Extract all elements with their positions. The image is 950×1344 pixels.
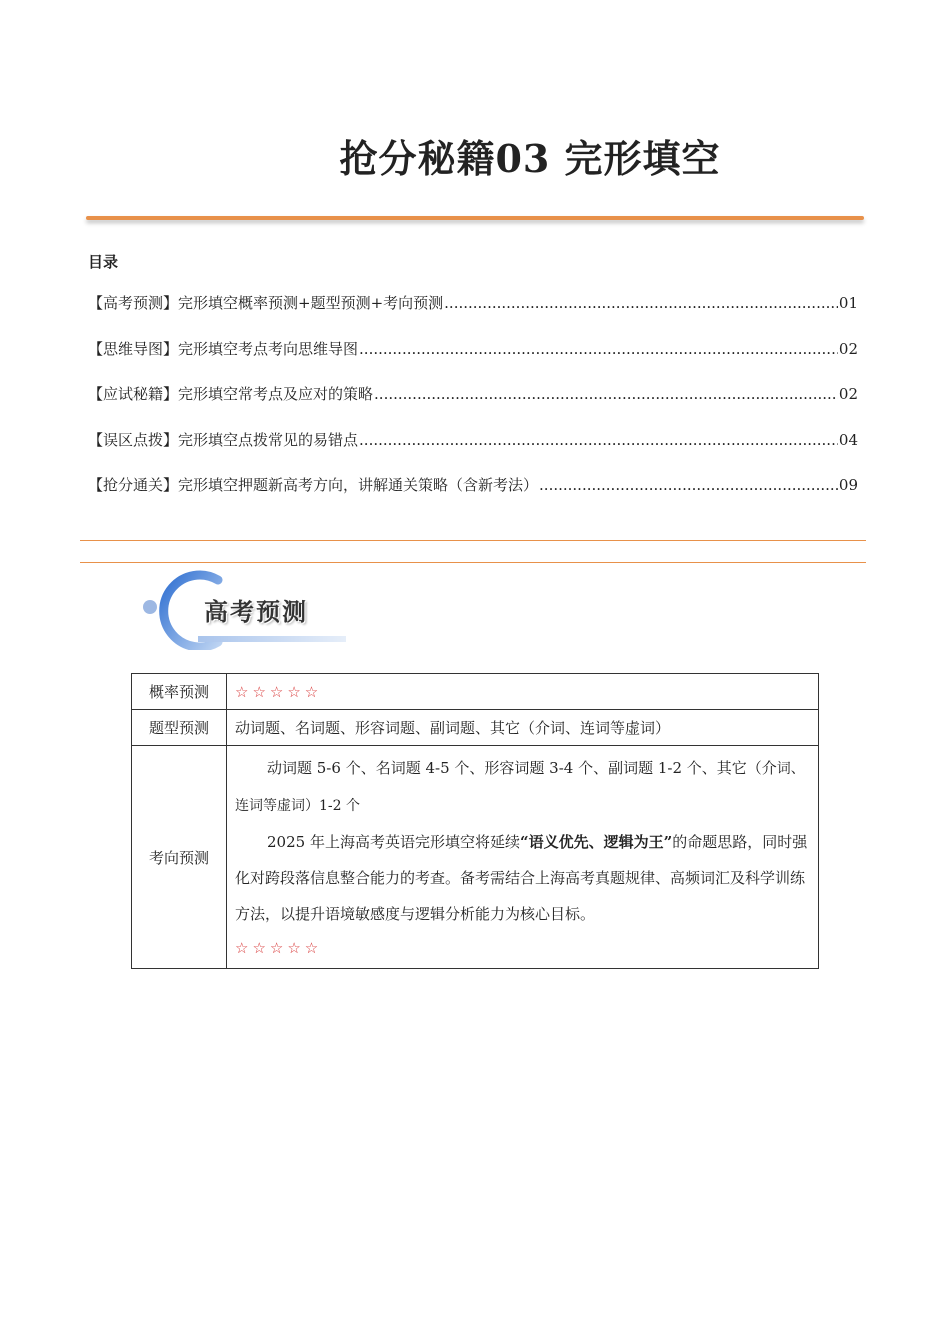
section-banner-title: 高考预测 — [204, 598, 308, 626]
prediction-table — [131, 673, 819, 969]
trend-para2-emphasis: “语义优先、逻辑为王” — [519, 833, 673, 851]
trend-para1-line1: 动词题 5-6 个、名词题 4-5 个、形容词题 3-4 个、副词题 1-2 个、其它（介 — [267, 759, 777, 777]
toc-leader-dots — [444, 294, 838, 312]
title-divider — [86, 216, 864, 220]
toc-entry-page: 02 — [838, 339, 858, 358]
trend-paragraph-1 — [235, 750, 810, 824]
toc-entry-tag: 【误区点拨】 — [88, 430, 179, 449]
toc-entry-page: 02 — [838, 385, 858, 403]
toc-entry-page: 04 — [838, 430, 858, 449]
row-label: 概率预测 — [132, 674, 227, 710]
trend-para1-line2: 词、连词等虚词）1-2 个 — [235, 761, 805, 814]
row-value: 动词题、名词题、形容词题、副词题、其它（介词、连词等虚词） — [227, 710, 819, 746]
toc-entry-page: 09 — [838, 476, 858, 494]
section-divider-top — [80, 540, 866, 541]
banner-underline-bar — [198, 636, 346, 642]
toc-entry[interactable] — [88, 429, 858, 475]
toc-entry-text: 完形填空押题新高考方向，讲解通关策略（含新考法） — [178, 476, 539, 494]
toc-entry-tag: 【应试秘籍】 — [88, 385, 179, 403]
trend-para2-end: 的命题思路，同时强化对跨段落信息整合能力的考查。备考需结合上海高考真题规律、高频词汇及科学训练方法，以提升语境敏感度与逻辑分析能力为核心目标。 — [235, 833, 808, 923]
toc-entry[interactable] — [88, 383, 858, 429]
toc-entry[interactable] — [88, 474, 858, 520]
toc-entry-text: 完形填空考点考向思维导图 — [178, 339, 359, 358]
rating-stars: ☆☆☆☆☆ — [235, 682, 323, 701]
toc-entry-text: 完形填空点拨常见的易错点 — [178, 430, 359, 449]
banner-dot-icon — [143, 600, 157, 614]
table-row — [132, 746, 819, 969]
section-divider-bottom — [80, 562, 866, 563]
toc-entry-tag: 【思维导图】 — [88, 339, 179, 358]
toc-heading: 目录 — [88, 253, 119, 271]
toc-entry[interactable] — [88, 292, 858, 338]
table-of-contents — [88, 292, 858, 520]
table-row — [132, 710, 819, 746]
rating-stars: ☆☆☆☆☆ — [235, 939, 323, 957]
toc-leader-dots — [374, 385, 838, 403]
toc-entry-text: 完形填空常考点及应对的策略 — [178, 385, 374, 403]
row-value — [227, 746, 819, 969]
page-title: 抢分秘籍03 完形填空 — [339, 136, 721, 181]
toc-entry-text: 完形填空概率预测+题型预测+考向预测 — [178, 294, 444, 312]
trend-para2-start: 2025 年上海高考英语完形填空将延续 — [267, 833, 520, 851]
toc-entry-tag: 【高考预测】 — [88, 294, 179, 312]
toc-leader-dots — [539, 476, 838, 494]
toc-leader-dots — [359, 431, 838, 449]
row-value — [227, 674, 819, 710]
table-row — [132, 674, 819, 710]
row-label: 题型预测 — [132, 710, 227, 746]
toc-entry[interactable] — [88, 338, 858, 384]
toc-leader-dots — [359, 340, 838, 358]
toc-entry-tag: 【抢分通关】 — [88, 476, 179, 494]
trend-paragraph-2 — [235, 824, 810, 932]
toc-entry-page: 01 — [838, 294, 858, 312]
row-label: 考向预测 — [132, 746, 227, 969]
